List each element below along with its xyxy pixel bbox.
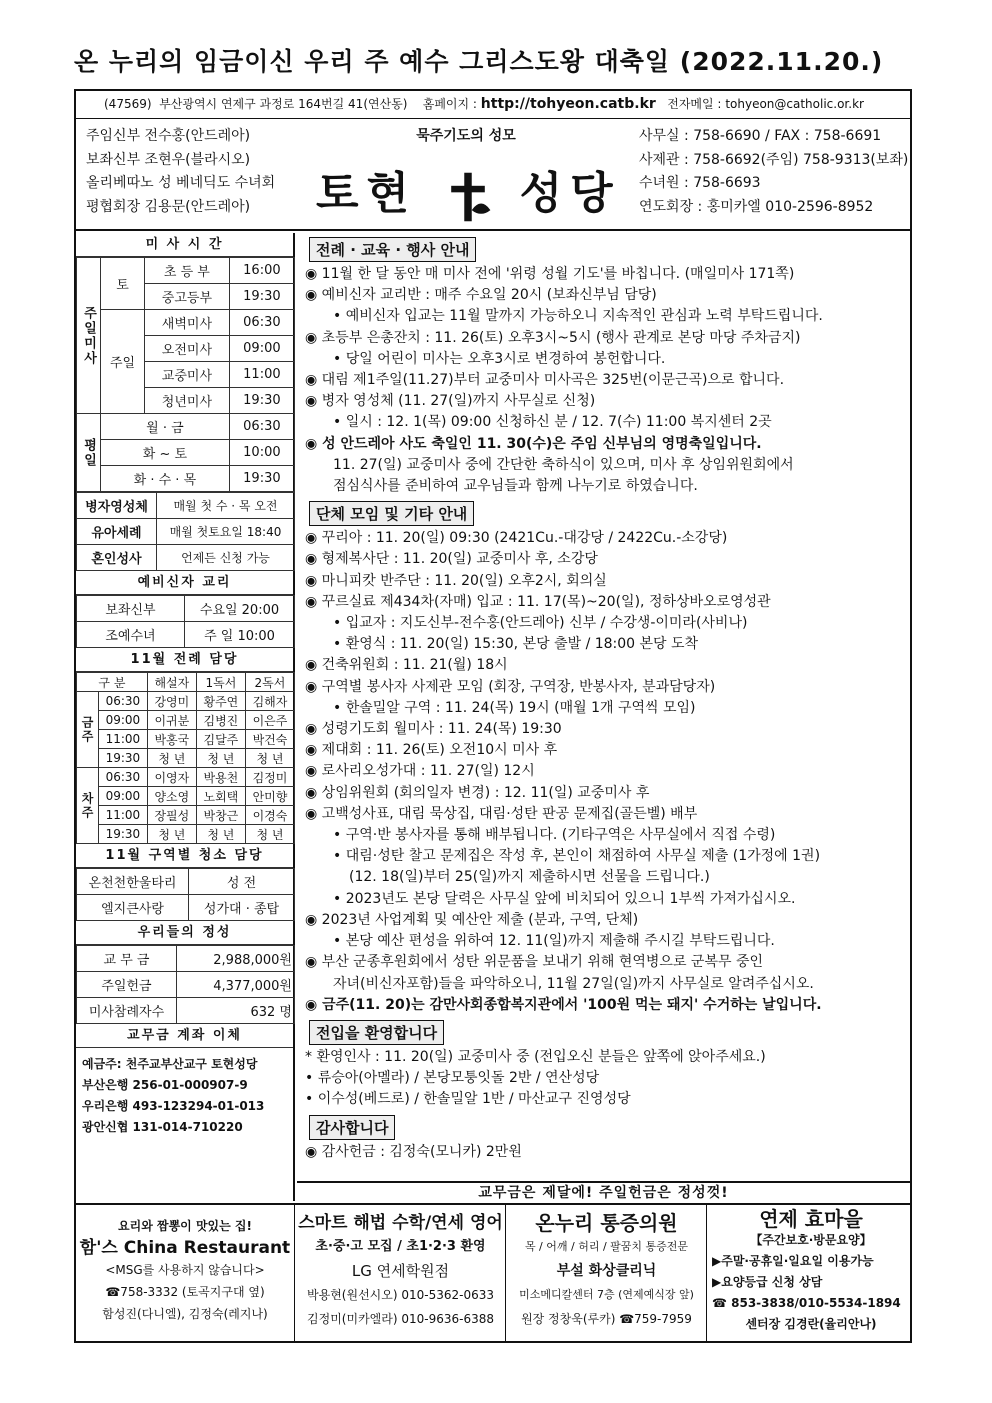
contact-rectory: 사제관 : 758-6692(주임) 758-9313(보좌) — [639, 151, 909, 168]
notice-item: ◉ 11월 한 달 동안 매 미사 전에 '위령 성월 기도'를 바칩니다. (매일미사 171쪽) — [305, 266, 795, 282]
mass-name: 새벽미사 — [145, 310, 230, 336]
notice-subitem: • 본당 예산 편성을 위하여 12. 11(일)까지 제출해 주시길 부탁드립니다. — [333, 933, 775, 950]
staff-sisters: 올리베따노 성 베네딕도 수녀회 — [86, 175, 276, 191]
mass-name: 중고등부 — [145, 284, 230, 310]
homepage-link[interactable]: http://tohyeon.catb.kr — [480, 96, 656, 112]
ad-line: 함성진(다니엘), 김정숙(레지나) — [102, 1307, 268, 1321]
mass-time: 06:30 — [229, 310, 294, 336]
notice-item: ◉ 부산 군종후원회에서 성탄 위문품을 보내기 위해 현역병으로 군복무 중인 — [305, 954, 763, 971]
staff-pastor: 주임신부 전수홍(안드레아) — [86, 128, 251, 144]
table-cell: 청 년 — [245, 825, 294, 844]
mass-time: 19:30 — [229, 284, 294, 310]
mass-time: 19:30 — [229, 388, 294, 414]
ad-line: LG 연세학원점 — [351, 1262, 450, 1280]
ad-line: 부설 화상클리닉 — [556, 1263, 657, 1279]
bank-account: 우리은행 493-123294-01-013 — [82, 1099, 265, 1113]
bank-info — [76, 1048, 293, 1144]
ad-line: 요리와 짬뽕이 맛있는 집! — [118, 1219, 252, 1233]
area: 성 전 — [189, 869, 295, 895]
ad-line: 박용현(원선시오) 010-5362-0633 — [307, 1288, 494, 1302]
mass-name: 청년미사 — [145, 388, 230, 414]
table-cell: 11:00 — [99, 730, 148, 749]
col-header: 구 분 — [77, 673, 148, 692]
mass-time: 19:30 — [229, 466, 294, 492]
mass-time: 06:30 — [229, 414, 294, 440]
left-column — [76, 233, 295, 1201]
mass-time: 09:00 — [229, 336, 294, 362]
staff-assistant: 보좌신부 조현우(블라시오) — [86, 151, 251, 168]
offering-label: 주일헌금 — [77, 972, 177, 998]
table-cell: 11:00 — [99, 806, 148, 825]
table-cell: 이은주 — [245, 711, 294, 730]
section-heading-liturgy: 전례 · 교육 · 행사 안내 — [309, 237, 476, 262]
area: 성가대 · 종탑 — [189, 895, 295, 921]
account-holder: 예금주: 천주교부산교구 토현성당 — [82, 1057, 258, 1071]
ad-line: 센터장 김경란(율리안나) — [745, 1317, 877, 1331]
sunday-label: 주일 — [101, 310, 145, 414]
mass-time: 11:00 — [229, 362, 294, 388]
weekday-name: 화 · 수 · 목 — [101, 466, 230, 492]
table-cell: 이경숙 — [245, 806, 294, 825]
postal-code: (47569) — [104, 97, 152, 111]
email-label: 전자메일 : — [667, 97, 722, 111]
ad-line: 목 / 어깨 / 허리 / 팔꿈치 통증전문 — [524, 1240, 689, 1253]
cleaning-heading: 11월 구역별 청소 담당 — [76, 844, 293, 868]
notice-subitem: • 한솔밀알 구역 : 11. 24(목) 19시 (매월 1개 구역씩 모임) — [333, 699, 696, 716]
notice-item: ◉ 초등부 은총잔치 : 11. 26(토) 오후3시~5시 (행사 관계로 본당 마당 주차금지) — [305, 329, 801, 346]
email-link[interactable]: tohyeon@catholic.or.kr — [725, 97, 864, 111]
table-cell: 청 년 — [147, 825, 196, 844]
notice-item: ◉ 구역별 봉사자 사제관 모임 (회장, 구역장, 반봉사자, 분과담당자) — [305, 678, 716, 695]
bulletin-frame — [74, 89, 912, 1343]
mass-time: 10:00 — [229, 440, 294, 466]
district: 온천천한울타리 — [77, 869, 189, 895]
notice-item: ◉ 감사헌금 : 김정숙(모니카) 2만원 — [305, 1143, 522, 1160]
ad-line: 초·중·고 모집 / 초1·2·3 환영 — [315, 1239, 486, 1254]
table-cell: 19:30 — [99, 825, 148, 844]
ad-line: 김정미(미카엘라) 010-9636-6388 — [307, 1312, 494, 1326]
logo-name-right: 성당 — [519, 168, 621, 219]
street-address: 부산광역시 연제구 과정로 164번길 41(연산동) — [159, 97, 408, 111]
table-cell: 박건숙 — [245, 730, 294, 749]
notice-subitem: • 대림·성탄 찰고 문제집은 작성 후, 본인이 채점하여 사무실 제출 (1가정에 1권) — [333, 848, 821, 865]
logo-name-left: 토현 — [316, 168, 418, 219]
table-cell: 이영자 — [147, 768, 196, 787]
ad-line: 【주간보호·방문요양】 — [750, 1233, 872, 1247]
notice-item: ◉ 대림 제1주일(11.27)부터 교중미사 미사곡은 325번(이문근곡)으로 합니다. — [305, 372, 785, 389]
ad-line: <MSG를 사용하지 않습니다> — [105, 1263, 265, 1277]
liturgy-table — [76, 672, 295, 844]
notice-item: ◉ 건축위원회 : 11. 21(월) 18시 — [305, 657, 508, 674]
table-cell: 청 년 — [147, 749, 196, 768]
notice-item: ◉ 성 안드레아 사도 축일인 11. 30(수)은 주임 신부님의 영명축일입니다. — [305, 435, 762, 452]
notice-item: ◉ 2023년 사업계획 및 예산안 제출 (분과, 구역, 단체) — [305, 911, 639, 928]
ad-care-center — [708, 1205, 910, 1343]
bank-account: 광안신협 131-014-710220 — [82, 1120, 243, 1134]
notice-item: ◉ 성령기도회 월미사 : 11. 24(목) 19:30 — [305, 721, 562, 738]
district: 엘지큰사랑 — [77, 895, 189, 921]
section-heading-welcome: 전입을 환영합니다 — [309, 1020, 444, 1045]
notice-item: ◉ 로사리오성가대 : 11. 27(일) 12시 — [305, 763, 535, 780]
catechist: 보좌신부 — [77, 596, 185, 622]
next-week-label: 차주 — [77, 768, 99, 844]
class-time: 주 일 10:00 — [185, 622, 295, 648]
contact-list — [639, 125, 908, 219]
sunday-mass-label: 주일미사 — [77, 258, 101, 414]
notice-subitem: • 2023년도 본당 달력은 사무실 앞에 비치되어 있으니 1부씩 가져가십시오. — [333, 890, 796, 907]
catechumen-table — [76, 595, 295, 648]
table-cell: 19:30 — [99, 749, 148, 768]
notice-subitem: • 입교자 : 지도신부-전수홍(안드레아) 신부 / 수강생-이미라(사비나) — [333, 615, 748, 632]
catechumen-heading: 예비신자 교리 — [76, 571, 293, 595]
notice-subitem: • 일시 : 12. 1(목) 09:00 신청하신 분 / 12. 7(수) 11:00 복지센터 2곳 — [333, 414, 772, 431]
notice-item: ◉ 병자 영성체 (11. 27(일)까지 사무실로 신청) — [305, 393, 596, 410]
notice-item: • 류승아(아멜라) / 본당모퉁잇돌 2반 / 연산성당 — [305, 1070, 600, 1087]
notice-subitem: • 당일 어린이 미사는 오후3시로 변경하여 봉헌합니다. — [333, 350, 666, 367]
section-heading-thanks: 감사합니다 — [309, 1115, 395, 1140]
announcements — [297, 233, 910, 1181]
notice-item: ◉ 마니피캇 반주단 : 11. 20(일) 오후2시, 회의실 — [305, 572, 607, 589]
col-header: 해설자 — [147, 673, 196, 692]
table-cell: 청 년 — [196, 825, 245, 844]
staff-president: 평협회장 김용문(안드레아) — [86, 198, 251, 215]
offering-value: 4,377,000원 — [177, 972, 295, 998]
notice-item: * 환영인사 : 11. 20(일) 교중미사 중 (전입오신 분들은 앞쪽에 앉아주세요.) — [305, 1048, 766, 1065]
ads-row — [76, 1203, 910, 1341]
page-title: 온 누리의 임금이신 우리 주 예수 그리스도왕 대축일 (2022.11.20.) — [74, 47, 884, 76]
catechist: 조예수녀 — [77, 622, 185, 648]
contact-yeondo: 연도회장 : 홍미카엘 010-2596-8952 — [639, 198, 874, 215]
sacrament-name: 병자영성체 — [77, 493, 157, 519]
section-heading-groups: 단체 모임 및 기타 안내 — [309, 501, 474, 526]
table-cell: 김병진 — [196, 711, 245, 730]
mass-name: 초 등 부 — [145, 258, 230, 284]
table-cell: 09:00 — [99, 787, 148, 806]
notice-subitem: 점심식사를 준비하여 교우님들과 함께 나누기로 하였습니다. — [333, 478, 698, 495]
contact-convent: 수녀원 : 758-6693 — [639, 175, 761, 191]
sacrament-table — [76, 492, 295, 571]
notice-subitem: • 예비신자 입교는 11월 말까지 가능하오니 지속적인 관심과 노력 부탁드립니다. — [333, 308, 823, 325]
table-cell: 장필성 — [147, 806, 196, 825]
sacrament-time: 언제든 신청 가능 — [157, 545, 295, 571]
offering-table — [76, 945, 295, 1024]
logo-subtitle: 묵주기도의 성모 — [416, 128, 516, 144]
sacrament-time: 매월 첫토요일 18:40 — [157, 519, 295, 545]
sacrament-time: 매월 첫 수 · 목 오전 — [157, 493, 295, 519]
table-cell: 09:00 — [99, 711, 148, 730]
sacrament-name: 유아세례 — [77, 519, 157, 545]
notice-subitem: • 구역·반 봉사자를 통해 배부됩니다. (기타구역은 사무실에서 직접 수령) — [333, 827, 776, 844]
liturgy-heading: 11월 전례 담당 — [76, 648, 293, 672]
ad-line: 미소메디칼센터 7층 (연제예식장 앞) — [519, 1288, 694, 1301]
table-cell: 양소영 — [147, 787, 196, 806]
notice-item: ◉ 금주(11. 20)는 감만사회종합복지관에서 '100원 먹는 돼지' 수거하는 날입니다. — [305, 996, 822, 1013]
weekday-mass-label: 평일 — [77, 414, 101, 492]
notice-item: • 이수성(베드로) / 한솔밀알 1반 / 마산교구 진영성당 — [305, 1091, 631, 1108]
ad-line: ☎758-3332 (토곡지구대 옆) — [105, 1285, 265, 1299]
class-time: 수요일 20:00 — [185, 596, 295, 622]
contact-office: 사무실 : 758-6690 / FAX : 758-6691 — [639, 128, 882, 144]
notice-item: ◉ 제대회 : 11. 26(토) 오전10시 미사 후 — [305, 742, 558, 759]
notice-subitem: (12. 18(일)부터 25(일)까지 제출하시면 선물을 드립니다.) — [349, 869, 710, 886]
address-bar — [76, 91, 910, 119]
notice-item: ◉ 꾸리아 : 11. 20(일) 09:30 (2421Cu.-대강당 / 2422Cu.-소강당) — [305, 530, 728, 547]
notice-item: ◉ 꾸르실료 제434차(자매) 입교 : 11. 17(목)~20(일), 정하상바오로영성관 — [305, 593, 771, 610]
bank-heading: 교무금 계좌 이체 — [76, 1024, 293, 1048]
cross-icon — [440, 169, 496, 225]
ad-title: 함'스 China Restaurant — [79, 1238, 291, 1258]
offering-heading: 우리들의 정성 — [76, 921, 293, 945]
notice-item: ◉ 예비신자 교리반 : 매주 수요일 20시 (보좌신부님 담당) — [305, 287, 657, 304]
ad-line: 원장 정창욱(루카) ☎759-7959 — [521, 1312, 692, 1326]
table-cell: 박용천 — [196, 768, 245, 787]
bank-account: 부산은행 256-01-000907-9 — [82, 1078, 248, 1092]
notice-item: ◉ 상임위원회 (회의일자 변경) : 12. 11(일) 교중미사 후 — [305, 784, 650, 801]
table-cell: 박창근 — [196, 806, 245, 825]
notice-subitem: 11. 27(일) 교중미사 중에 간단한 축하식이 있으며, 미사 후 상임위원회에서 — [333, 456, 794, 473]
homepage-label: 홈페이지 : — [422, 97, 477, 111]
weekday-name: 월 · 금 — [101, 414, 230, 440]
mass-name: 교중미사 — [145, 362, 230, 388]
table-cell: 06:30 — [99, 768, 148, 787]
table-cell: 김달주 — [196, 730, 245, 749]
table-cell: 김정미 — [245, 768, 294, 787]
ad-line: ▶주말·공휴일·일요일 이용가능 — [712, 1254, 874, 1268]
notice-item: ◉ 형제복사단 : 11. 20(일) 교중미사 후, 소강당 — [305, 551, 598, 568]
table-cell: 청 년 — [245, 749, 294, 768]
table-cell: 김해자 — [245, 692, 294, 711]
mass-name: 오전미사 — [145, 336, 230, 362]
ad-title: 연제 효마을 — [759, 1207, 863, 1231]
mass-heading: 미 사 시 간 — [76, 233, 293, 257]
offering-value: 2,988,000원 — [177, 946, 295, 972]
notice-item: ◉ 고백성사표, 대림 묵상집, 대림·성탄 판공 문제집(골든벨) 배부 — [305, 805, 698, 822]
offering-label: 미사참례자수 — [77, 998, 177, 1024]
notice-subitem: 자녀(비신자포함)들을 파악하오니, 11월 27일(일)까지 사무실로 알려주십시오. — [333, 975, 814, 992]
table-cell: 이귀분 — [147, 711, 196, 730]
saturday-label: 토 — [101, 258, 145, 310]
mass-time: 16:00 — [229, 258, 294, 284]
this-week-label: 금주 — [77, 692, 99, 768]
table-cell: 06:30 — [99, 692, 148, 711]
notice-subitem: • 환영식 : 11. 20(일) 15:30, 본당 출발 / 18:00 본당 도착 — [333, 636, 699, 653]
weekday-name: 화 ~ 토 — [101, 440, 230, 466]
ad-academy — [296, 1205, 506, 1343]
header — [76, 119, 910, 231]
bottom-note: 교무금은 제달에! 주일헌금은 정성껏! — [297, 1181, 910, 1203]
table-cell: 강영미 — [147, 692, 196, 711]
table-cell: 청 년 — [196, 749, 245, 768]
ad-title: 온누리 통증의원 — [535, 1211, 678, 1235]
col-header: 2독서 — [245, 673, 294, 692]
table-cell: 노회택 — [196, 787, 245, 806]
mass-table — [76, 257, 295, 492]
ad-line: ☎ 853-3838/010-5534-1894 — [712, 1296, 901, 1310]
staff-list — [86, 125, 275, 219]
offering-value: 632 명 — [177, 998, 295, 1024]
col-header: 1독서 — [196, 673, 245, 692]
offering-label: 교 무 금 — [77, 946, 177, 972]
ad-line: ▶요양등급 신청 상담 — [712, 1275, 823, 1289]
table-cell: 황주연 — [196, 692, 245, 711]
table-cell: 안미향 — [245, 787, 294, 806]
ad-restaurant — [76, 1205, 295, 1343]
cleaning-table — [76, 868, 295, 921]
ad-clinic — [507, 1205, 707, 1343]
ad-title: 스마트 해법 수학/연세 영어 — [298, 1213, 503, 1233]
parish-logo — [316, 123, 621, 227]
logo-name — [316, 157, 621, 225]
sacrament-name: 혼인성사 — [77, 545, 157, 571]
table-cell: 박홍국 — [147, 730, 196, 749]
